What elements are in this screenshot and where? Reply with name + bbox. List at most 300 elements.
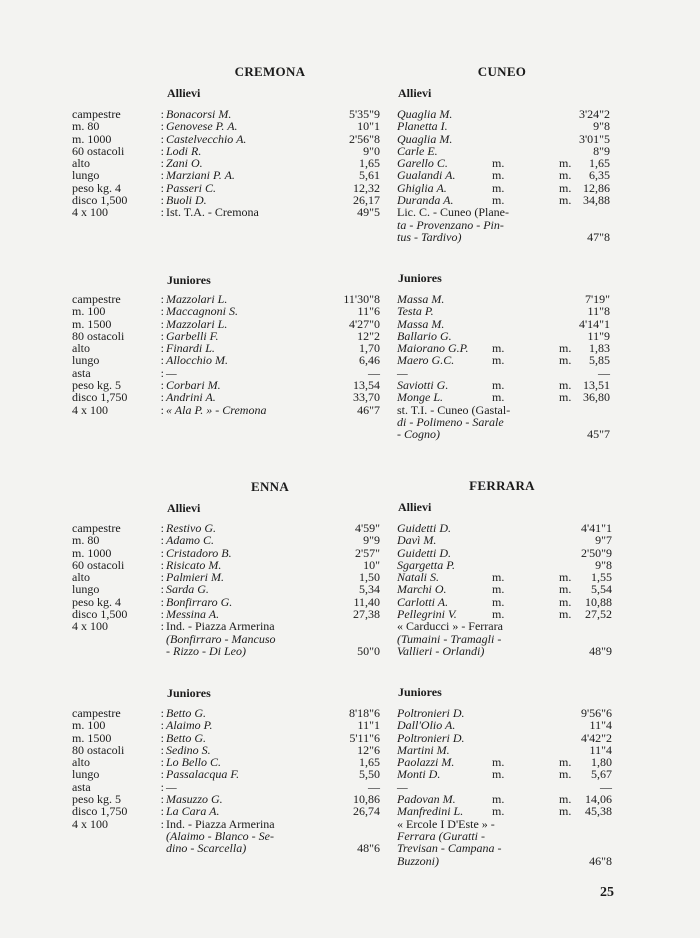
unit-prefix: m. [559,180,572,195]
label-colon: : [160,619,164,634]
label-colon: : [160,557,164,572]
athlete-name: Cristadoro B. [166,545,232,560]
result-value: 13,54 [353,378,380,393]
result-value: 5,67 [591,767,612,782]
athlete-name: Dall'Olio A. [397,718,456,733]
athlete-name: — [166,779,177,794]
result-value: 4'42"2 [580,730,612,745]
event-label-text: campestre [72,107,121,121]
results-ferrara-juniores [397,707,612,867]
athlete-name: Gualandi A. [397,168,456,183]
result-value: 5'11"6 [349,730,380,745]
result-value: 11,40 [353,594,380,609]
athlete-name: Quaglia M. [397,131,453,146]
result-value: 6,46 [359,353,380,368]
athlete-name: Buoli D. [166,193,207,208]
athlete-name: Garbelli F. [166,328,219,343]
result-value: — [368,365,380,380]
unit-prefix: m. [492,582,505,597]
athlete-name: Martini M. [397,742,450,757]
result-value: 8"9 [593,143,610,158]
athlete-name: (Bonfirraro - Mancuso [166,631,276,646]
heading-allievi-enna: Allievi [167,501,201,515]
athlete-name: Massa M. [397,292,445,306]
result-value: 4'27"0 [348,316,380,331]
event-label-text: m. 100 [72,718,106,733]
athlete-name: Vallieri - Orlandi) [397,643,485,658]
athlete-name: « Ala P. » - Cremona [166,402,267,417]
athlete-name: Zani O. [166,156,203,171]
result-row [166,620,380,632]
label-colon: : [160,755,164,770]
label-colon: : [160,545,164,560]
result-value: 27,52 [585,607,612,622]
athlete-name: Garello C. [397,156,448,171]
label-colon: : [160,742,164,757]
result-value: — [598,365,610,380]
result-value: 11"9 [587,328,610,343]
event-label-text: m. 1500 [72,730,112,745]
unit-prefix: m. [559,755,572,770]
unit-prefix: m. [559,378,572,393]
event-label-text: disco 1,500 [72,607,128,622]
event-label-text: m. 80 [72,119,100,134]
result-value: 1,65 [589,156,610,171]
athlete-name: — [397,779,408,794]
athlete-name: Alaimo P. [166,718,213,733]
result-value: 12,86 [583,180,610,195]
label-colon: : [160,205,164,220]
event-label-text: m. 100 [72,304,106,319]
event-label-text: alto [72,156,90,171]
result-value: 48"6 [357,841,380,856]
athlete-name: ta - Provenzano - Pin- [397,217,504,232]
athlete-name: Planetta I. [397,119,448,134]
event-label-text: 4 x 100 [72,402,108,417]
unit-prefix: m. [559,390,572,405]
label-colon: : [160,378,164,393]
event-label-text: asta [72,779,91,794]
athlete-name: Carlotti A. [397,594,449,609]
result-row [166,842,380,854]
athlete-name: - Rizzo - Di Leo) [166,643,246,658]
heading-allievi-ferrara: Allievi [398,500,432,514]
athlete-name: Finardi L. [166,341,215,356]
heading-juniores-cremona: Juniores [167,273,211,287]
result-value: 5,50 [359,767,380,782]
unit-prefix: m. [492,792,505,807]
result-value: 47"8 [587,229,610,244]
event-label-text: disco 1,750 [72,390,128,405]
athlete-name: Bonfirraro G. [166,594,233,609]
event-label-text: 4 x 100 [72,816,108,831]
label-colon: : [160,533,164,548]
result-value: 5,61 [359,168,380,183]
athlete-name: Ghiglia A. [397,180,447,195]
event-label-text: m. 1000 [72,545,112,560]
event-label-text: 60 ostacoli [72,143,125,158]
result-value: 9"7 [595,533,612,548]
heading-allievi-cremona: Allievi [167,86,201,100]
athlete-name: Saviotti G. [397,378,449,393]
page-number: 25 [600,885,614,900]
result-row [397,120,610,132]
event-label-text: lungo [72,353,100,368]
result-row [397,719,612,731]
unit-prefix: m. [492,378,505,393]
event-label-text: alto [72,341,90,356]
athlete-name: Passeri C. [166,180,217,195]
event-label-text: 80 ostacoli [72,328,125,343]
event-label-text: peso kg. 4 [72,180,121,195]
label-colon: : [160,402,164,417]
unit-prefix: m. [559,582,572,597]
label-colon: : [160,816,164,831]
athlete-name: Pellegrini V. [397,607,457,622]
label-colon: : [160,304,164,319]
label-colon: : [160,390,164,405]
athlete-name: tus - Tardivo) [397,229,462,244]
province-title-ferrara: FERRARA [469,478,535,493]
athlete-name: Maero G.C. [397,353,455,368]
athlete-name: Genovese P. A. [166,119,238,134]
label-colon: : [160,156,164,171]
result-value: 10,88 [585,594,612,609]
athlete-name: Guidetti D. [397,545,451,560]
label-colon: : [160,730,164,745]
event-label-text: peso kg. 5 [72,378,121,393]
label-colon: : [160,353,164,368]
athlete-name: Maccagnoni S. [166,304,238,319]
result-row [166,305,380,317]
athlete-name: Passalacqua F. [166,767,240,782]
results-ferrara-allievi [397,522,612,657]
result-value: 1,80 [591,755,612,770]
athlete-name: Ind. - Piazza Armerina [166,816,275,831]
label-colon: : [160,107,164,121]
athlete-name: Restivo G. [166,521,216,535]
label-colon: : [160,779,164,794]
athlete-name: Testa P. [397,304,434,319]
athlete-name: Poltronieri D. [397,706,465,720]
athlete-name: Lodi R. [166,143,202,158]
result-value: 12"6 [357,742,380,757]
result-value: 1,65 [359,755,380,770]
result-row [397,391,610,403]
result-value: 33,70 [353,390,380,405]
result-value: 7'19" [584,292,610,306]
result-value: — [600,779,612,794]
result-value: 6,35 [589,168,610,183]
result-row [397,206,610,218]
athlete-name: Bonacorsi M. [166,107,232,121]
label-colon: : [160,119,164,134]
result-row [397,354,610,366]
result-value: 34,88 [583,193,610,208]
result-value: 11"4 [589,742,612,757]
athlete-name: dino - Scarcella) [166,841,247,856]
event-label-text: lungo [72,767,100,782]
unit-prefix: m. [492,193,505,208]
unit-prefix: m. [559,570,572,585]
athlete-name: Quaglia M. [397,107,453,121]
result-value: 10"1 [357,119,380,134]
athlete-name: Paolazzi M. [397,755,455,770]
result-value: 45,38 [585,804,612,819]
unit-prefix: m. [559,353,572,368]
athlete-name: (Alaimo - Blanco - Se- [166,828,274,843]
unit-prefix: m. [559,607,572,622]
unit-prefix: m. [492,168,505,183]
label-colon: : [160,792,164,807]
unit-prefix: m. [559,804,572,819]
athlete-name: Monti D. [397,767,441,782]
unit-prefix: m. [559,767,572,782]
heading-allievi-cuneo: Allievi [398,86,432,100]
result-value: 12,32 [353,180,380,195]
unit-prefix: m. [492,607,505,622]
results-cuneo-juniores [397,293,610,441]
result-value: 12"2 [357,328,380,343]
result-value: 5,54 [591,582,612,597]
result-value: 26,17 [353,193,380,208]
athlete-name: Palmieri M. [166,570,224,585]
result-value: 1,50 [359,570,380,585]
result-value: 10" [363,557,380,572]
label-colon: : [160,328,164,343]
province-title-cuneo: CUNEO [477,64,527,79]
result-row [166,534,380,546]
province-title-cremona: CREMONA [234,64,306,79]
unit-prefix: m. [492,390,505,405]
event-label-text: alto [72,755,90,770]
athlete-name: La Cara A. [166,804,220,819]
event-label-text: lungo [72,582,100,597]
athlete-name: Betto G. [166,730,206,745]
event-label-text: peso kg. 4 [72,594,121,609]
result-value: 2'50"9 [580,545,612,560]
label-colon: : [160,718,164,733]
label-colon: : [160,767,164,782]
athlete-name: Risicato M. [166,557,222,572]
athlete-name: — [166,365,177,380]
heading-juniores-enna: Juniores [167,686,211,700]
result-row [397,768,612,780]
athlete-name: « Carducci » - Ferrara [397,619,503,634]
event-label-text: campestre [72,706,121,720]
heading-juniores-cuneo: Juniores [398,271,442,285]
result-value: — [368,779,380,794]
athlete-name: Poltronieri D. [397,730,465,745]
label-colon: : [160,570,164,585]
event-label-text: m. 1500 [72,316,112,331]
result-row [397,645,612,657]
result-value: 9"8 [595,557,612,572]
label-colon: : [160,582,164,597]
athlete-name: Marchi O. [397,582,447,597]
athlete-name: Davì M. [397,533,437,548]
unit-prefix: m. [492,353,505,368]
result-row [397,805,612,817]
athlete-name: « Ercole I D'Este » - [397,816,495,831]
athlete-name: - Cogno) [397,427,440,442]
unit-prefix: m. [559,156,572,171]
result-value: 3'01"5 [578,131,610,146]
result-value: 9'56"6 [580,706,612,720]
unit-prefix: m. [492,341,505,356]
event-label-text: campestre [72,521,121,535]
unit-prefix: m. [492,767,505,782]
result-value: 1,55 [591,570,612,585]
event-label-text: m. 80 [72,533,100,548]
event-label-text: disco 1,750 [72,804,128,819]
unit-prefix: m. [559,193,572,208]
label-colon: : [160,316,164,331]
result-row [397,842,612,854]
result-value: 50"0 [357,643,380,658]
result-row [397,428,610,440]
result-value: 4'59" [354,521,380,535]
province-title-enna: ENNA [250,479,290,494]
athlete-name: Manfredini L. [397,804,464,819]
event-label-text: 4 x 100 [72,619,108,634]
event-label-text: alto [72,570,90,585]
athlete-name: Mazzolari L. [166,316,228,331]
unit-prefix: m. [492,804,505,819]
athlete-name: (Tumaini - Tramagli - [397,631,502,646]
unit-prefix: m. [559,594,572,609]
label-colon: : [160,292,164,306]
result-row [397,583,612,595]
athlete-name: Andrini A. [166,390,216,405]
athlete-name: Carle E. [397,143,438,158]
label-colon: : [160,607,164,622]
unit-prefix: m. [492,180,505,195]
athlete-name: Natali S. [397,570,440,585]
result-row [166,404,380,416]
result-value: 9"0 [363,143,380,158]
label-colon: : [160,365,164,380]
athlete-name: Allocchio M. [166,353,228,368]
unit-prefix: m. [492,570,505,585]
unit-prefix: m. [492,594,505,609]
event-labels-allievi [72,108,164,219]
event-label-text: disco 1,500 [72,193,128,208]
result-value: 46"7 [357,402,380,417]
result-value: 45"7 [587,427,610,442]
result-value: 9"8 [593,119,610,134]
athlete-name: Sgargetta P. [397,557,456,572]
event-label-text: asta [72,365,91,380]
result-value: 11"4 [589,718,612,733]
event-labels-juniores-2 [72,707,164,830]
athlete-name: Padovan M. [397,792,456,807]
label-colon: : [160,521,164,535]
athlete-name: Monge L. [397,390,443,405]
event-label-text: 4 x 100 [72,205,108,220]
result-row [166,719,380,731]
athlete-name: Ist. T.A. - Cremona [166,205,259,220]
athlete-name: Lo Bello C. [166,755,222,770]
result-value: 11"1 [357,718,380,733]
results-cuneo-allievi [397,108,610,243]
result-row [397,305,610,317]
result-value: 5'35"9 [348,107,380,121]
label-colon: : [160,180,164,195]
athlete-name: st. T.I. - Cuneo (Gastal- [397,402,511,417]
result-value: 13,51 [583,378,610,393]
result-row [166,120,380,132]
result-value: 27,38 [353,607,380,622]
result-value: 49"5 [357,205,380,220]
result-row [166,206,380,218]
athlete-name: Messina A. [166,607,220,622]
event-label-text: 60 ostacoli [72,557,125,572]
result-value: 5,85 [589,353,610,368]
athlete-name: Masuzzo G. [166,792,223,807]
athlete-name: Adamo C. [166,533,214,548]
athlete-name: Lic. C. - Cuneo (Plane- [397,205,509,220]
event-label-text: peso kg. 5 [72,792,121,807]
athlete-name: Duranda A. [397,193,454,208]
event-label-text: lungo [72,168,100,183]
unit-prefix: m. [559,792,572,807]
athlete-name: Ballario G. [397,328,452,343]
label-colon: : [160,143,164,158]
result-row [397,534,612,546]
athlete-name: Sarda G. [166,582,209,597]
result-value: 11"6 [357,304,380,319]
athlete-name: Maiorano G.P. [397,341,469,356]
result-row [397,231,610,243]
result-value: 8'18"6 [348,706,380,720]
athlete-name: Massa M. [397,316,445,331]
label-colon: : [160,341,164,356]
athlete-name: Mazzolari L. [166,292,228,306]
label-colon: : [160,168,164,183]
result-value: 1,83 [589,341,610,356]
result-value: 3'24"2 [578,107,610,121]
result-value: 2'57" [354,545,380,560]
athlete-name: Ferrara (Guratti - [397,828,485,843]
event-label [72,620,164,632]
result-value: 5,34 [359,582,380,597]
label-colon: : [160,594,164,609]
result-value: 11"8 [587,304,610,319]
result-value: 4'14"1 [578,316,610,331]
unit-prefix: m. [559,168,572,183]
result-value: 9"9 [363,533,380,548]
result-row [397,620,612,632]
athlete-name: — [397,365,408,380]
athlete-name: Castelvecchio A. [166,131,247,146]
result-row [397,855,612,867]
unit-prefix: m. [559,341,572,356]
event-label-text: 80 ostacoli [72,742,125,757]
label-colon: : [160,706,164,720]
event-labels-juniores [72,293,164,416]
event-label-text: campestre [72,292,121,306]
athlete-name: Buzzoni) [397,853,439,868]
result-value: 4'41"1 [580,521,612,535]
athlete-name: Sedino S. [166,742,211,757]
athlete-name: Ind. - Piazza Armerina [166,619,275,634]
result-value: 1,70 [359,341,380,356]
result-value: 26,74 [353,804,380,819]
label-colon: : [160,804,164,819]
event-label [72,206,164,218]
athlete-name: Marziani P. A. [166,168,235,183]
